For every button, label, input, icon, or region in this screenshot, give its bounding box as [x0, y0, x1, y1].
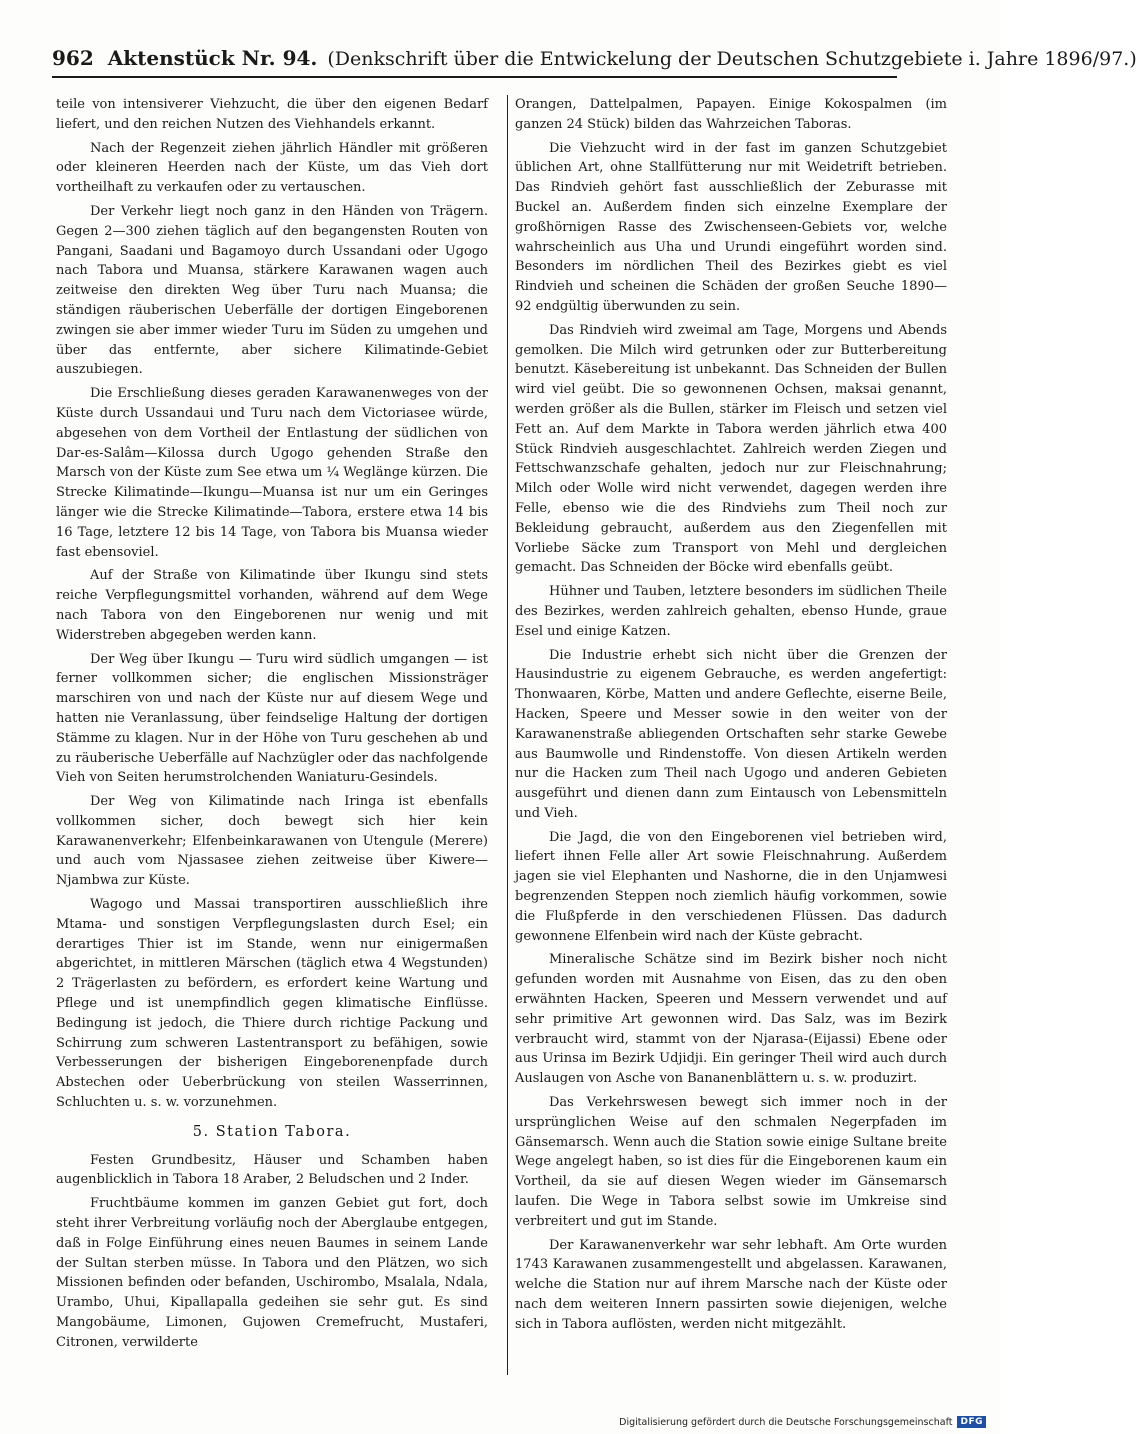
paragraph: Festen Grundbesitz, Häuser und Schamben haben augenblicklich in Tabora 18 Araber, 2 Beludschen und 2 Inder. [56, 1152, 488, 1188]
page-number: 962 [52, 46, 94, 70]
section-heading: 5. Station Tabora. [192, 1123, 352, 1140]
paragraph: Der Verkehr liegt noch ganz in den Händen von Trägern. Gegen 2—300 ziehen täglich auf den begangensten Routen von Pangani, Saadani und Bagamoyo durch Ussandani oder Ugogo nach Tabora und Muansa, stärkere Karawanen wagen auch zeitweise den direkten Weg über Turu nach Muansa; die ständigen räuberischen Ueberfälle der dortigen Eingeborenen zwingen sie aber immer wieder Turu im Süden zu umgehen und über das entfernte, aber sichere Kilimatinde-Gebiet auszubiegen. [56, 203, 488, 378]
paragraph: teile von intensiverer Viehzucht, die über den eigenen Bedarf liefert, und den reichen Nutzen des Viehhandels erkannt. [56, 97, 488, 132]
right-column [515, 95, 947, 1339]
paragraph: Das Rindvieh wird zweimal am Tage, Morgens und Abends gemolken. Die Milch wird getrunken oder zur Butterbereitung benutzt. Käsebereitung ist unbekannt. Das Schneiden der Bullen wird viel geübt. Die so gewonnenen Ochsen, maksai genannt, werden größer als die Bullen, stärker im Fleisch und setzen viel Fett an. Auf dem Markte in Tabora werden jährlich etwa 400 Stück Rindvieh ausgeschlachtet. Zahlreich werden Ziegen und Fettschwanzschafe gehalten, jedoch nur zur Fleischnahrung; Milch oder Wolle wird nicht verwendet, dagegen werden ihre Felle, ebenso wie die des Rindviehs zum Theil noch zur Bekleidung gebraucht, außerdem aus den Ziegenfellen mit Vorliebe Säcke zum Transport von Mehl und dergleichen gemacht. Das Schneiden der Böcke wird ebenfalls geübt. [515, 322, 947, 576]
header-rule [52, 76, 897, 78]
paragraph: Der Weg über Ikungu — Turu wird südlich umgangen — ist ferner vollkommen sicher; die englischen Missionsträger marschiren von und nach der Küste nur auf diesem Wege und hatten nie Veranlassung, über feindselige Haltung der dortigen Stämme zu klagen. Nur in der Höhe von Turu geschehen ab und zu räuberische Ueberfälle auf Nachzügler oder das nachfolgende Vieh von Seiten herumstrolchenden Waniaturu-Gesindels. [56, 651, 488, 786]
document-title: (Denkschrift über die Entwickelung der Deutschen Schutzgebiete i. Jahre 1896/97.) [327, 48, 1137, 70]
paragraph: Hühner und Tauben, letztere besonders im südlichen Theile des Bezirkes, werden zahlreich gehalten, ebenso Hunde, graue Esel und einige Katzen. [515, 584, 947, 639]
paragraph: Die Erschließung dieses geraden Karawanenweges von der Küste durch Ussandaui und Turu nach dem Victoriasee würde, abgesehen von dem Vortheil der Entlastung der südlichen von Dar-es-Salâm—Kilossa durch Ugogo gehenden Straße den Marsch von der Küste zum See etwa um ¼ Weglänge kürzen. Die Strecke Kilimatinde—Ikungu—Muansa ist nur um ein Geringes länger wie die Strecke Kilimatinde—Tabora, erstere etwa 14 bis 16 Tage, letztere 12 bis 14 Tage, von Tabora bis Muansa wieder fast ebensoviel. [56, 386, 488, 560]
paragraph: Die Industrie erhebt sich nicht über die Grenzen der Hausindustrie zu eigenem Gebrauche, es werden angefertigt: Thonwaaren, Körbe, Matten und andere Geflechte, eiserne Beile, Hacken, Speere und Messer sowie in den weiter von der Karawanenstraße abliegenden Ortschaften sehr starke Gewebe aus Baumwolle und Rindenstoffe. Von diesen Artikeln werden nur die Hacken zum Theil nach Ugogo und anderen Gebieten ausgeführt und dienen dann zum Eintausch von Lebensmitteln und Vieh. [515, 647, 947, 821]
paragraph: Nach der Regenzeit ziehen jährlich Händler mit größeren oder kleineren Heerden nach der Küste, um das Vieh dort vortheilhaft zu verkaufen oder zu vertauschen. [56, 140, 488, 196]
paragraph: Mineralische Schätze sind im Bezirk bisher noch nicht gefunden worden mit Ausnahme von Eisen, das zu den oben erwähnten Hacken, Speeren und Messern verwendet und auf sehr primitive Art gewonnen wird. Das Salz, was im Bezirk verbraucht wird, stammt von der Njarasa-(Eijassi) Ebene oder aus Urinsa im Bezirk Udjidji. Ein geringer Theil wird auch durch Auslaugen von Asche von Bananenblättern u. s. w. produzirt. [515, 952, 947, 1087]
page-header [52, 46, 1137, 70]
paragraph: Die Viehzucht wird in der fast im ganzen Schutzgebiet üblichen Art, ohne Stallfütterung nur mit Weidetrift betrieben. Das Rindvieh gehört fast ausschließlich der Zeburasse mit Buckel an. Außerdem finden sich einzelne Exemplare der großhörnigen Rasse des Zwischenseen-Gebiets vor, welche wahrscheinlich aus Uha und Urundi eingeführt worden sind. Besonders im nördlichen Theil des Bezirkes giebt es viel Rindvieh und scheinen die Schäden der großen Seuche 1890—92 endgültig überwunden zu sein. [515, 140, 947, 314]
column-divider [507, 95, 508, 1375]
paragraph: Wagogo und Massai transportiren ausschließlich ihre Mtama- und sonstigen Verpflegungslasten durch Esel; ein derartiges Thier ist im Stande, wenn nur einigermaßen abgerichtet, in mittleren Märschen (täglich etwa 4 Wegstunden) 2 Trägerlasten zu befördern, es erfordert keine Wartung und Pflege und ist unempfindlich gegen klimatische Einflüsse. Bedingung ist jedoch, die Thiere durch richtige Packung und Schirrung zum schweren Lastentransport zu befähigen, sowie Verbesserungen der bisherigen Eingeborenenpfade durch Abstechen oder Ueberbrückung von steilen Wasserrinnen, Schluchten u. s. w. vorzunehmen. [56, 897, 488, 1111]
paragraph: Das Verkehrswesen bewegt sich immer noch in der ursprünglichen Weise auf den schmalen Negerpfaden im Gänsemarsch. Wenn auch die Station sowie einige Sultane breite Wege angelegt haben, so ist dies für die Eingeborenen kaum ein Vortheil, da sie auf diesen Wegen wieder im Gänsemarsch laufen. Die Wege in Tabora selbst sowie im Umkreise sind verbreitert und gut im Stande. [515, 1095, 947, 1229]
paragraph: Der Karawanenverkehr war sehr lebhaft. Am Orte wurden 1743 Karawanen zusammengestellt und abgelassen. Karawanen, welche die Station nur auf ihrem Marsche nach der Küste oder nach dem weiteren Innern passirten sowie diejenigen, welche sich in Tabora auflösten, werden nicht mitgezählt. [515, 1237, 947, 1332]
footer-text: Digitalisierung gefördert durch die Deutsche Forschungsgemeinschaft [619, 1416, 953, 1428]
document-reference: Aktenstück Nr. 94. [107, 46, 318, 70]
paragraph: Der Weg von Kilimatinde nach Iringa ist ebenfalls vollkommen sicher, doch bewegt sich hier kein Karawanenverkehr; Elfenbeinkarawanen von Utengule (Merere) und auch vom Njassasee ziehen zeitweise über Kiwere—Njambwa zur Küste. [56, 794, 488, 889]
digitization-footer [619, 1416, 986, 1428]
paragraph: Auf der Straße von Kilimatinde über Ikungu sind stets reiche Verpflegungsmittel vorhanden, während auf dem Wege nach Tabora von den Eingeborenen nur wenig und mit Widerstreben abgegeben werden kann. [56, 568, 488, 643]
left-column [56, 95, 488, 1357]
paragraph: Fruchtbäume kommen im ganzen Gebiet gut fort, doch steht ihrer Verbreitung vorläufig noch der Aberglaube entgegen, daß in Folge Einführung eines neuen Baumes in seinem Lande der Sultan sterben müsse. In Tabora und den Plätzen, wo sich Missionen befinden oder befanden, Uschirombo, Msalala, Ndala, Urambo, Uhui, Kipallapalla gedeihen sie sehr gut. Es sind Mangobäume, Limonen, Gujowen Cremefrucht, Mustaferi, Citronen, verwilderte [56, 1196, 488, 1350]
paragraph: Orangen, Dattelpalmen, Papayen. Einige Kokospalmen (im ganzen 24 Stück) bilden das Wahrzeichen Taboras. [515, 97, 947, 132]
paragraph: Die Jagd, die von den Eingeborenen viel betrieben wird, liefert ihnen Felle aller Art sowie Fleischnahrung. Außerdem jagen sie viel Elephanten und Nashorne, die in den Unjamwesi begrenzenden Steppen noch ziemlich häufig vorkommen, sowie die Flußpferde in den verschiedenen Flüssen. Das dadurch gewonnene Elfenbein wird nach der Küste gebracht. [515, 829, 947, 944]
dfg-logo: DFG [957, 1416, 986, 1428]
